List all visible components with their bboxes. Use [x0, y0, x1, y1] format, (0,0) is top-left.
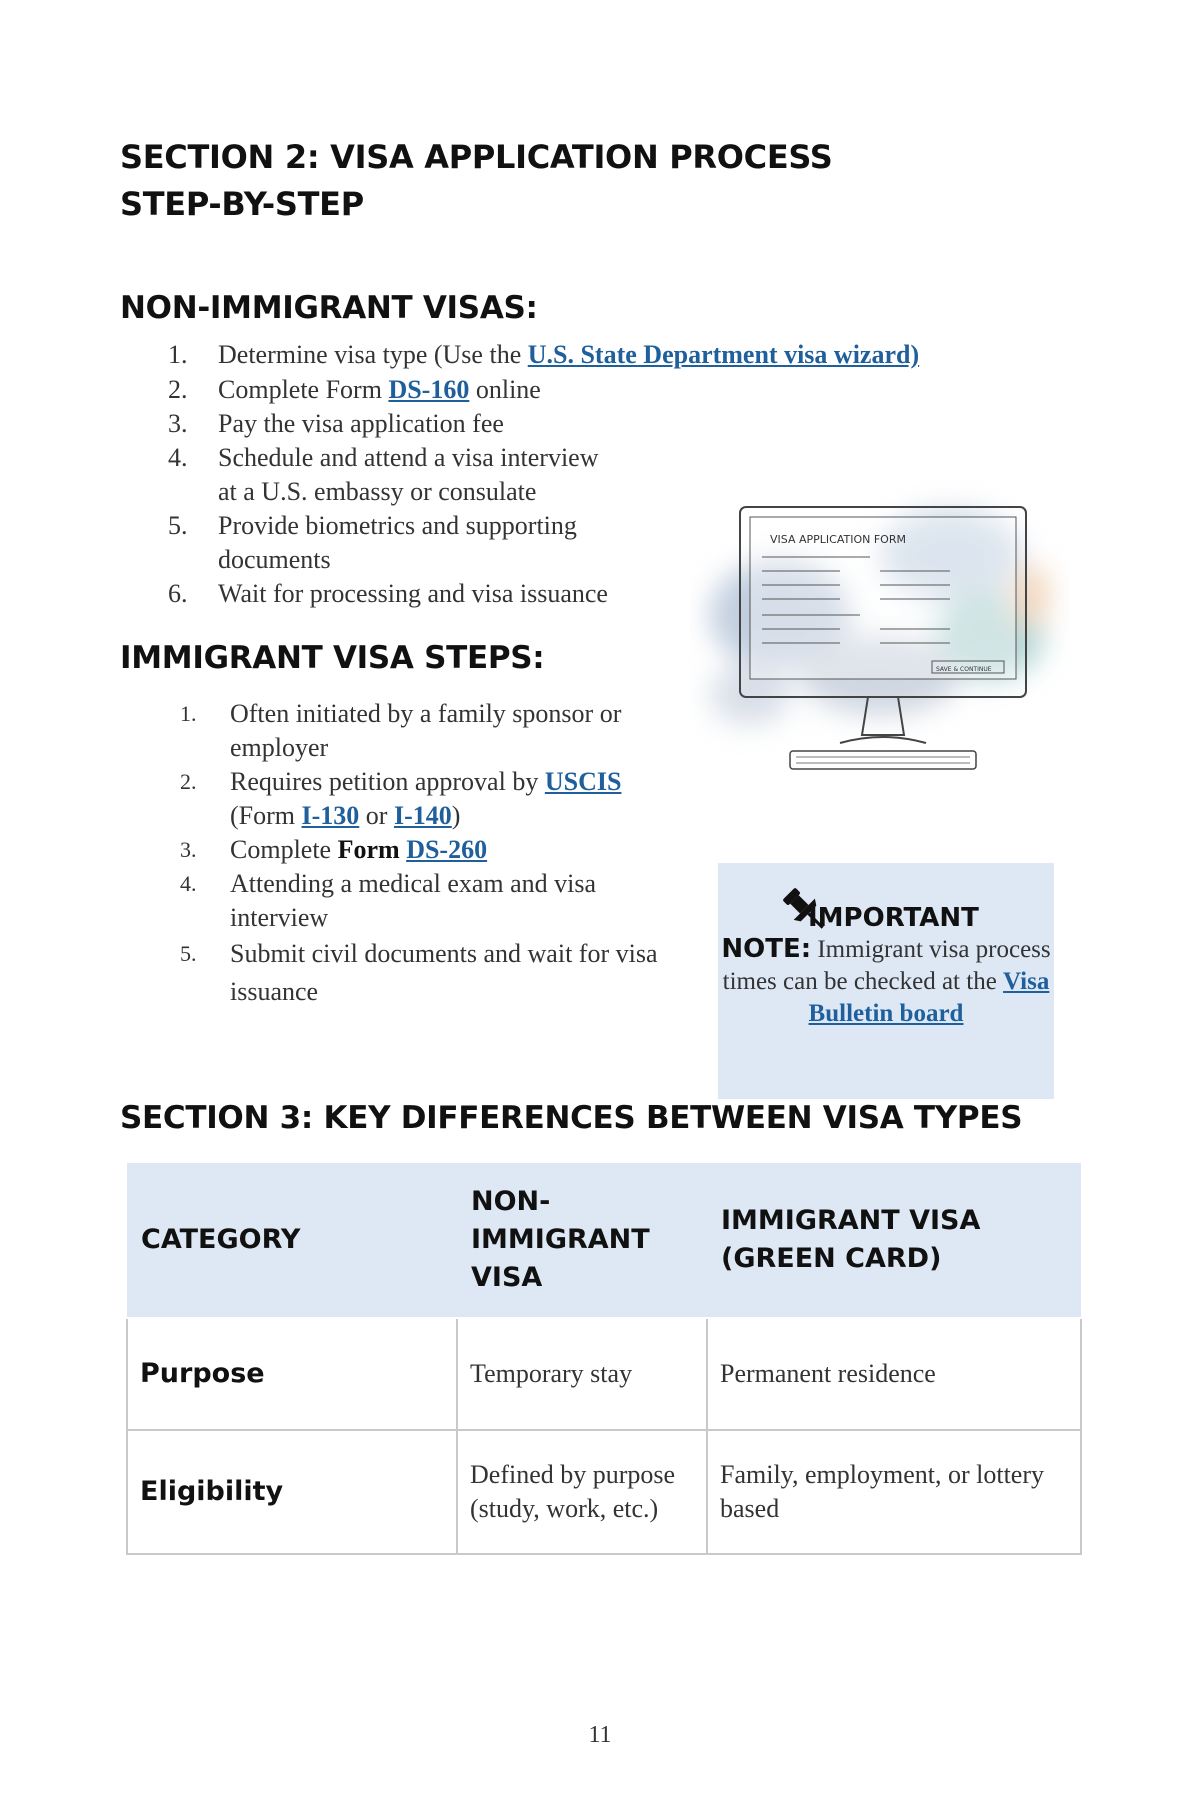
list-text: Schedule and attend a visa interview at a U.S. embassy or consulate [218, 443, 599, 506]
header-immigrant: IMMIGRANT VISA (GREEN CARD) [707, 1163, 1081, 1318]
table-cell: Purpose [127, 1318, 457, 1430]
list-number: 1. [180, 701, 197, 726]
header-nonimmigrant: NON-IMMIGRANT VISA [457, 1163, 707, 1318]
ds-160-link[interactable]: DS-160 [388, 375, 470, 404]
list-text: (Form [230, 801, 302, 830]
list-number: 2. [180, 769, 197, 794]
important-note-text [718, 933, 1054, 1030]
table-cell: Eligibility [127, 1430, 457, 1554]
list-text: online [469, 375, 541, 404]
list-text: Wait for processing and visa issuance [218, 579, 608, 608]
list-text: or [359, 801, 394, 830]
list-number: 4. [168, 443, 188, 472]
list-text: Provide biometrics and supporting documents [218, 511, 577, 574]
list-number: 3. [168, 409, 188, 438]
section-2-title [120, 134, 880, 228]
list-number: 5. [168, 511, 188, 540]
i-140-link[interactable]: I-140 [393, 801, 452, 830]
list-item [168, 577, 678, 611]
visa-form-computer-illustration [690, 465, 1070, 795]
visa-comparison-table [126, 1163, 1082, 1555]
list-number: 6. [168, 579, 188, 608]
nonimmigrant-heading: NON-IMMIGRANT VISAS: [120, 290, 538, 326]
immigrant-heading: IMMIGRANT VISA STEPS: [120, 640, 545, 676]
list-text: ) [451, 801, 461, 830]
important-note-box [718, 863, 1054, 1099]
computer-illustration-svg [690, 465, 1070, 795]
list-number: 5. [180, 941, 197, 966]
page-number: 11 [588, 1722, 612, 1748]
list-item [168, 509, 618, 577]
list-item [180, 833, 680, 867]
ds-260-link[interactable]: DS-260 [406, 835, 488, 864]
table-cell: Permanent residence [707, 1318, 1081, 1430]
list-item [180, 765, 680, 833]
table-cell: Family, employment, or lottery based [707, 1430, 1081, 1554]
list-number: 2. [168, 375, 188, 404]
visa-bulletin-link[interactable]: Visa Bulletin board [808, 968, 1050, 1027]
list-text: Attending a medical exam and visa interview [230, 869, 597, 932]
list-item [180, 867, 680, 935]
note-label: NOTE: [721, 934, 812, 964]
list-text: Pay the visa application fee [218, 409, 504, 438]
immigrant-steps-list [180, 697, 680, 1011]
list-text: Complete Form [218, 375, 389, 404]
list-text: Determine visa type (Use the [218, 340, 528, 369]
list-item [180, 697, 680, 765]
table-row [127, 1318, 1081, 1430]
table-row [127, 1430, 1081, 1554]
i-130-link[interactable]: I-130 [301, 801, 360, 830]
section-2-title-line-2: STEP-BY-STEP [120, 185, 364, 223]
list-item [168, 407, 1048, 441]
header-category: CATEGORY [127, 1163, 457, 1318]
illustration-form-title: VISA APPLICATION FORM [770, 533, 906, 546]
section-3-title: SECTION 3: KEY DIFFERENCES BETWEEN VISA TYPES [120, 1100, 1023, 1136]
uscis-link[interactable]: USCIS [544, 767, 622, 796]
list-number: 4. [180, 871, 197, 896]
section-2-title-line-1: SECTION 2: VISA APPLICATION PROCESS [120, 138, 833, 176]
list-item [168, 338, 1048, 372]
list-text: Often initiated by a family sponsor or employer [230, 699, 622, 762]
list-text-bold: Form [337, 835, 400, 864]
list-number: 3. [180, 837, 197, 862]
visa-wizard-link[interactable]: U.S. State Department visa wizard) [527, 340, 920, 369]
list-number: 1. [168, 340, 188, 369]
note-body: Immigrant visa process times can be checked at the [722, 936, 1051, 995]
list-text: Submit civil documents and wait for visa issuance [230, 939, 658, 1006]
list-item [168, 441, 618, 509]
table-cell: Defined by purpose (study, work, etc.) [457, 1430, 707, 1554]
list-item [180, 935, 680, 1011]
important-label: IMPORTANT [808, 903, 979, 933]
table-header-row [127, 1163, 1081, 1318]
list-text: Complete [230, 835, 338, 864]
list-item [168, 373, 1048, 407]
table-cell: Temporary stay [457, 1318, 707, 1430]
illustration-save-button: SAVE & CONTINUE [936, 666, 992, 673]
list-text: Requires petition approval by [230, 767, 545, 796]
